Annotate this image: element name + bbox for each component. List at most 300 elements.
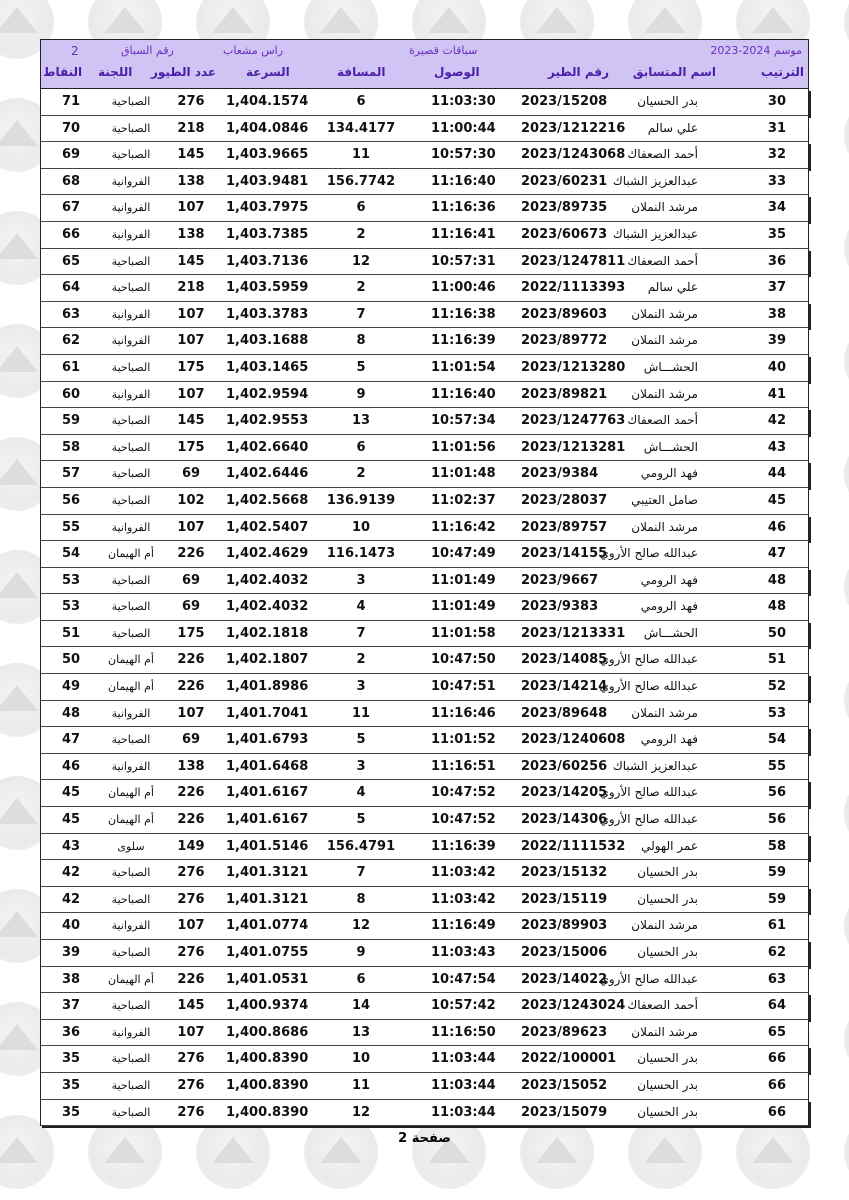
- ring-number-cell: 2023/9383: [521, 599, 599, 615]
- racer-name-cell: الحشـــاش: [643, 359, 698, 374]
- points-cell: 38: [61, 971, 81, 987]
- table-row: [40, 222, 809, 249]
- distance-cell: 10: [351, 519, 371, 535]
- table-row: [40, 568, 809, 595]
- racer-name-cell: بدر الحسيان: [637, 1104, 698, 1119]
- points-cell: 42: [61, 865, 81, 881]
- table-row: [40, 382, 809, 409]
- speed-cell: 1,403.7975: [226, 200, 309, 216]
- rank-cell: 63: [767, 971, 786, 987]
- rank-cell: 66: [767, 1051, 786, 1067]
- ring-number-cell: 2023/89821: [521, 386, 608, 402]
- points-cell: 55: [61, 519, 81, 535]
- distance-cell: 2: [356, 280, 366, 296]
- racer-name-cell: الحشـــاش: [643, 625, 698, 640]
- distance-cell: 6: [356, 971, 366, 987]
- ring-number-cell: 2023/14306: [521, 812, 608, 828]
- arrival-time-cell: 11:03:42: [431, 865, 496, 881]
- committee-cell: الصباحية: [111, 1052, 151, 1066]
- points-cell: 47: [61, 732, 81, 748]
- table-row: [40, 621, 809, 648]
- arrival-time-cell: 11:16:38: [431, 306, 496, 322]
- speed-cell: 1,400.8390: [226, 1104, 309, 1120]
- committee-cell: الفروانية: [111, 227, 151, 241]
- birds-count-cell: 276: [177, 891, 205, 907]
- racer-name-cell: فهد الرومي: [640, 466, 698, 481]
- birds-count-cell: 276: [177, 945, 205, 960]
- table-row: [40, 780, 809, 807]
- watermark-logo: [844, 1002, 849, 1076]
- table-header: [40, 39, 809, 89]
- rank-cell: 44: [767, 466, 786, 482]
- speed-cell: 1,401.5146: [226, 838, 309, 854]
- ring-number-cell: 2023/1213280: [521, 359, 626, 375]
- distance-cell: 8: [356, 333, 366, 349]
- ring-number-cell: 2023/1212216: [521, 120, 626, 136]
- points-cell: 64: [61, 280, 81, 296]
- birds-count-cell: 107: [177, 705, 205, 721]
- racer-name-cell: عبدالعزيز الشباك: [612, 226, 698, 241]
- points-cell: 54: [61, 546, 81, 562]
- ring-number-cell: 2023/60673: [521, 226, 608, 242]
- rank-cell: 34: [767, 200, 786, 216]
- committee-cell: أم الهيمان: [108, 972, 154, 986]
- birds-count-cell: 107: [177, 306, 205, 322]
- birds-count-cell: 276: [177, 1104, 205, 1120]
- speed-cell: 1,400.9374: [226, 998, 309, 1014]
- watermark-logo: [844, 437, 849, 511]
- racer-name-cell: مرشد النملان: [631, 306, 698, 321]
- racer-name-cell: عمر الهولي: [641, 838, 698, 853]
- ring-number-cell: 2023/14214: [521, 679, 608, 695]
- birds-count-cell: 145: [177, 413, 205, 429]
- col-speed: السرعة: [246, 65, 290, 79]
- table-row: [40, 249, 809, 276]
- table-body: [40, 89, 809, 1126]
- arrival-time-cell: 10:57:31: [431, 253, 496, 269]
- rank-cell: 53: [767, 705, 786, 721]
- rank-cell: 42: [767, 413, 786, 429]
- distance-cell: 8: [356, 891, 366, 907]
- racer-name-cell: بدر الحسيان: [637, 1051, 698, 1066]
- birds-count-cell: 145: [177, 253, 205, 269]
- committee-cell: الصباحية: [111, 95, 151, 108]
- racer-name-cell: عبدالله صالح الأروي: [599, 971, 698, 986]
- points-cell: 50: [61, 652, 81, 668]
- points-cell: 53: [61, 599, 81, 615]
- committee-cell: الفروانية: [111, 307, 151, 321]
- distance-cell: 6: [356, 94, 366, 109]
- racer-name-cell: عبدالله صالح الأروي: [599, 546, 698, 561]
- speed-cell: 1,402.6446: [226, 466, 309, 482]
- table-row: [40, 1020, 809, 1047]
- speed-cell: 1,401.6793: [226, 732, 309, 748]
- speed-cell: 1,400.8390: [226, 1051, 309, 1067]
- birds-count-cell: 226: [177, 546, 205, 562]
- rank-cell: 50: [767, 625, 786, 641]
- speed-cell: 1,402.5668: [226, 492, 309, 508]
- birds-count-cell: 226: [177, 971, 205, 987]
- birds-count-cell: 276: [177, 865, 205, 881]
- racer-name-cell: أحمد الصعفاك: [627, 413, 698, 428]
- ring-number-cell: 2023/1240608: [521, 732, 626, 748]
- ring-number-cell: 2023/89648: [521, 705, 608, 721]
- committee-cell: الفروانية: [111, 520, 151, 534]
- ring-number-cell: 2022/1111532: [521, 838, 626, 854]
- committee-cell: الفروانية: [111, 201, 151, 215]
- arrival-time-cell: 11:16:42: [431, 519, 496, 535]
- arrival-time-cell: 11:01:48: [431, 466, 496, 482]
- arrival-time-cell: 11:16:41: [431, 226, 496, 242]
- rank-cell: 47: [767, 546, 786, 562]
- points-cell: 35: [61, 1077, 81, 1093]
- racer-name-cell: عبدالله صالح الأروي: [599, 679, 698, 694]
- arrival-time-cell: 11:16:51: [431, 758, 496, 774]
- rank-cell: 48: [767, 599, 786, 615]
- ring-number-cell: 2023/89735: [521, 200, 608, 216]
- distance-cell: 9: [356, 386, 366, 402]
- table-row: [40, 195, 809, 222]
- birds-count-cell: 276: [177, 1051, 205, 1067]
- rank-cell: 66: [767, 1104, 786, 1120]
- rank-cell: 41: [767, 386, 786, 402]
- racer-name-cell: فهد الرومي: [640, 599, 698, 614]
- table-row: [40, 275, 809, 302]
- ring-number-cell: 2023/9667: [521, 572, 599, 588]
- speed-cell: 1,402.9553: [226, 413, 309, 429]
- committee-cell: أم الهيمان: [108, 680, 154, 694]
- col-birds: عدد الطيور: [151, 65, 217, 79]
- table-row: [40, 355, 809, 382]
- ring-number-cell: 2023/15208: [521, 94, 608, 109]
- points-cell: 40: [61, 918, 81, 934]
- arrival-time-cell: 11:03:44: [431, 1104, 496, 1120]
- committee-cell: الصباحية: [111, 414, 151, 428]
- points-cell: 36: [61, 1024, 81, 1040]
- birds-count-cell: 145: [177, 998, 205, 1014]
- distance-cell: 134.4177: [326, 120, 396, 136]
- arrival-time-cell: 11:01:56: [431, 439, 496, 455]
- ring-number-cell: 2022/1113393: [521, 280, 626, 296]
- birds-count-cell: 107: [177, 519, 205, 535]
- ring-number-cell: 2023/15119: [521, 891, 608, 907]
- arrival-time-cell: 11:03:42: [431, 891, 496, 907]
- distance-cell: 11: [351, 705, 371, 721]
- rank-cell: 65: [767, 1024, 786, 1040]
- committee-cell: أم الهيمان: [108, 653, 154, 667]
- rank-cell: 59: [767, 865, 786, 881]
- distance-cell: 2: [356, 652, 366, 668]
- committee-cell: الصباحية: [111, 467, 151, 481]
- speed-cell: 1,403.9665: [226, 147, 309, 163]
- ring-number-cell: 2023/15132: [521, 865, 608, 881]
- distance-cell: 3: [356, 758, 366, 774]
- arrival-time-cell: 10:47:49: [431, 546, 496, 562]
- location-label: راس مشعاب: [223, 44, 284, 57]
- racer-name-cell: عبدالله صالح الأروي: [599, 785, 698, 800]
- distance-cell: 14: [351, 998, 371, 1014]
- points-cell: 70: [61, 120, 81, 136]
- ring-number-cell: 2023/1247763: [521, 413, 626, 429]
- speed-cell: 1,401.8986: [226, 679, 309, 695]
- distance-cell: 116.1473: [326, 546, 396, 562]
- speed-cell: 1,403.3783: [226, 306, 309, 322]
- arrival-time-cell: 10:47:52: [431, 812, 496, 828]
- distance-cell: 156.4791: [326, 838, 396, 854]
- racer-name-cell: مرشد النملان: [631, 200, 698, 215]
- distance-cell: 6: [356, 439, 366, 455]
- distance-cell: 13: [351, 1024, 371, 1040]
- points-cell: 49: [61, 679, 81, 695]
- distance-cell: 12: [351, 253, 371, 269]
- committee-cell: الصباحية: [111, 573, 151, 587]
- racer-name-cell: أحمد الصعفاك: [627, 998, 698, 1013]
- rank-cell: 43: [767, 439, 786, 455]
- ring-number-cell: 2023/14155: [521, 546, 608, 562]
- watermark-logo: [844, 550, 849, 624]
- ring-number-cell: 2023/15052: [521, 1077, 608, 1093]
- birds-count-cell: 107: [177, 918, 205, 934]
- arrival-time-cell: 11:03:43: [431, 945, 496, 960]
- table-row: [40, 594, 809, 621]
- speed-cell: 1,403.7136: [226, 253, 309, 269]
- arrival-time-cell: 11:16:40: [431, 173, 496, 189]
- committee-cell: الصباحية: [111, 148, 151, 162]
- results-sheet: [40, 39, 809, 1126]
- distance-cell: 136.9139: [326, 492, 396, 508]
- distance-cell: 2: [356, 466, 366, 482]
- table-row: [40, 993, 809, 1020]
- racer-name-cell: علي سالم: [647, 280, 698, 295]
- committee-cell: الصباحية: [111, 866, 151, 880]
- arrival-time-cell: 11:00:46: [431, 280, 496, 296]
- table-row: [40, 302, 809, 329]
- racer-name-cell: مرشد النملان: [631, 333, 698, 348]
- birds-count-cell: 175: [177, 359, 205, 375]
- birds-count-cell: 276: [177, 1077, 205, 1093]
- rank-cell: 32: [767, 147, 786, 163]
- speed-cell: 1,400.8390: [226, 1077, 309, 1093]
- table-row: [40, 834, 809, 861]
- birds-count-cell: 175: [177, 439, 205, 455]
- arrival-time-cell: 11:03:44: [431, 1051, 496, 1067]
- page-number: صفحة 2: [398, 1131, 451, 1146]
- birds-count-cell: 138: [177, 758, 205, 774]
- committee-cell: أم الهيمان: [108, 547, 154, 561]
- ring-number-cell: 2023/89772: [521, 333, 608, 349]
- race-type-label: سباقات قصيرة: [409, 44, 478, 57]
- watermark-logo: [844, 776, 849, 850]
- birds-count-cell: 226: [177, 812, 205, 828]
- committee-cell: الفروانية: [111, 759, 151, 773]
- distance-cell: 2: [356, 226, 366, 242]
- table-row: [40, 807, 809, 834]
- ring-number-cell: 2023/1243068: [521, 147, 626, 163]
- racer-name-cell: عبدالعزيز الشباك: [612, 173, 698, 188]
- racer-name-cell: أحمد الصعفاك: [627, 253, 698, 268]
- col-racer: اسم المتسابق: [632, 65, 716, 79]
- arrival-time-cell: 10:57:34: [431, 413, 496, 429]
- rank-cell: 30: [767, 94, 786, 109]
- speed-cell: 1,401.0531: [226, 971, 309, 987]
- ring-number-cell: 2023/89623: [521, 1024, 608, 1040]
- birds-count-cell: 102: [177, 492, 205, 508]
- distance-cell: 4: [356, 785, 366, 801]
- watermark-logo: [844, 324, 849, 398]
- racer-name-cell: علي سالم: [647, 120, 698, 135]
- birds-count-cell: 226: [177, 785, 205, 801]
- distance-cell: 13: [351, 413, 371, 429]
- committee-cell: الصباحية: [111, 254, 151, 268]
- birds-count-cell: 276: [177, 94, 205, 109]
- racer-name-cell: بدر الحسيان: [637, 891, 698, 906]
- ring-number-cell: 2023/89903: [521, 918, 608, 934]
- ring-number-cell: 2023/89757: [521, 519, 608, 535]
- birds-count-cell: 107: [177, 1024, 205, 1040]
- distance-cell: 5: [356, 732, 366, 748]
- speed-cell: 1,404.0846: [226, 120, 309, 136]
- col-rank: الترتيب: [760, 65, 804, 79]
- speed-cell: 1,402.4629: [226, 546, 309, 562]
- committee-cell: الصباحية: [111, 892, 151, 906]
- speed-cell: 1,402.1818: [226, 625, 309, 641]
- racer-name-cell: بدر الحسيان: [637, 945, 698, 959]
- ring-number-cell: 2023/14205: [521, 785, 608, 801]
- table-row: [40, 116, 809, 143]
- table-row: [40, 887, 809, 914]
- distance-cell: 4: [356, 599, 366, 615]
- speed-cell: 1,401.3121: [226, 865, 309, 881]
- rank-cell: 33: [767, 173, 786, 189]
- speed-cell: 1,403.5959: [226, 280, 309, 296]
- committee-cell: أم الهيمان: [108, 813, 154, 827]
- speed-cell: 1,403.1465: [226, 359, 309, 375]
- distance-cell: 3: [356, 679, 366, 695]
- points-cell: 53: [61, 572, 81, 588]
- rank-cell: 59: [767, 891, 786, 907]
- rank-cell: 56: [767, 785, 786, 801]
- distance-cell: 3: [356, 572, 366, 588]
- birds-count-cell: 149: [177, 838, 205, 854]
- table-row: [40, 169, 809, 196]
- racer-name-cell: مرشد النملان: [631, 1024, 698, 1039]
- committee-cell: الصباحية: [111, 1105, 151, 1119]
- points-cell: 45: [61, 785, 81, 801]
- birds-count-cell: 226: [177, 652, 205, 668]
- speed-cell: 1,402.4032: [226, 572, 309, 588]
- rank-cell: 58: [767, 838, 786, 854]
- distance-cell: 7: [356, 625, 366, 641]
- col-arrival: الوصول: [434, 65, 480, 79]
- arrival-time-cell: 11:01:52: [431, 732, 496, 748]
- racer-name-cell: بدر الحسيان: [637, 94, 698, 108]
- points-cell: 48: [61, 705, 81, 721]
- ring-number-cell: 2022/100001: [521, 1051, 617, 1067]
- racer-name-cell: عبدالله صالح الأروي: [599, 812, 698, 827]
- committee-cell: سلوى: [117, 839, 145, 853]
- table-row: [40, 940, 809, 967]
- arrival-time-cell: 11:01:49: [431, 572, 496, 588]
- ring-number-cell: 2023/14085: [521, 652, 608, 668]
- speed-cell: 1,400.8686: [226, 1024, 309, 1040]
- speed-cell: 1,403.7385: [226, 226, 309, 242]
- table-row: [40, 860, 809, 887]
- table-row: [40, 967, 809, 994]
- speed-cell: 1,401.3121: [226, 891, 309, 907]
- points-cell: 35: [61, 1051, 81, 1067]
- table-row: [40, 727, 809, 754]
- ring-number-cell: 2023/89603: [521, 306, 608, 322]
- arrival-time-cell: 11:16:39: [431, 838, 496, 854]
- racer-name-cell: مرشد النملان: [631, 918, 698, 933]
- arrival-time-cell: 10:57:42: [431, 998, 496, 1014]
- racer-name-cell: بدر الحسيان: [637, 1077, 698, 1092]
- birds-count-cell: 226: [177, 679, 205, 695]
- distance-cell: 7: [356, 306, 366, 322]
- points-cell: 37: [61, 998, 81, 1014]
- racer-name-cell: مرشد النملان: [631, 386, 698, 401]
- points-cell: 65: [61, 253, 81, 269]
- points-cell: 68: [61, 173, 81, 189]
- arrival-time-cell: 11:16:39: [431, 333, 496, 349]
- arrival-time-cell: 11:16:50: [431, 1024, 496, 1040]
- col-points: النقاط: [43, 65, 83, 79]
- points-cell: 51: [61, 625, 81, 641]
- speed-cell: 1,402.4032: [226, 599, 309, 615]
- racer-name-cell: عبدالله صالح الأروي: [599, 652, 698, 667]
- arrival-time-cell: 11:02:37: [431, 492, 496, 508]
- racer-name-cell: فهد الرومي: [640, 732, 698, 747]
- race-number-label: رقم السباق: [121, 44, 174, 57]
- distance-cell: 9: [356, 945, 366, 960]
- racer-name-cell: صامل العتيبي: [631, 492, 698, 507]
- rank-cell: 66: [767, 1077, 786, 1093]
- table-row: [40, 328, 809, 355]
- birds-count-cell: 145: [177, 147, 205, 163]
- arrival-time-cell: 11:16:36: [431, 200, 496, 216]
- arrival-time-cell: 11:00:44: [431, 120, 496, 136]
- arrival-time-cell: 10:47:52: [431, 785, 496, 801]
- speed-cell: 1,401.0755: [226, 945, 309, 960]
- committee-cell: الصباحية: [111, 626, 151, 640]
- birds-count-cell: 107: [177, 333, 205, 349]
- distance-cell: 7: [356, 865, 366, 881]
- rank-cell: 31: [767, 120, 786, 136]
- points-cell: 57: [61, 466, 81, 482]
- distance-cell: 11: [351, 147, 371, 163]
- watermark-logo: [844, 663, 849, 737]
- committee-cell: الصباحية: [111, 600, 151, 614]
- table-row: [40, 754, 809, 781]
- arrival-time-cell: 11:01:58: [431, 625, 496, 641]
- rank-cell: 46: [767, 519, 786, 535]
- col-committee: اللجنة: [98, 65, 133, 79]
- distance-cell: 5: [356, 359, 366, 375]
- committee-cell: الفروانية: [111, 387, 151, 401]
- distance-cell: 156.7742: [326, 173, 396, 189]
- speed-cell: 1,401.6167: [226, 785, 309, 801]
- birds-count-cell: 175: [177, 625, 205, 641]
- ring-number-cell: 2023/28037: [521, 492, 608, 508]
- points-cell: 59: [61, 413, 81, 429]
- watermark-logo: [844, 211, 849, 285]
- distance-cell: 10: [351, 1051, 371, 1067]
- rank-cell: 62: [767, 945, 786, 960]
- speed-cell: 1,401.7041: [226, 705, 309, 721]
- arrival-time-cell: 11:16:46: [431, 705, 496, 721]
- rank-cell: 48: [767, 572, 786, 588]
- speed-cell: 1,402.5407: [226, 519, 309, 535]
